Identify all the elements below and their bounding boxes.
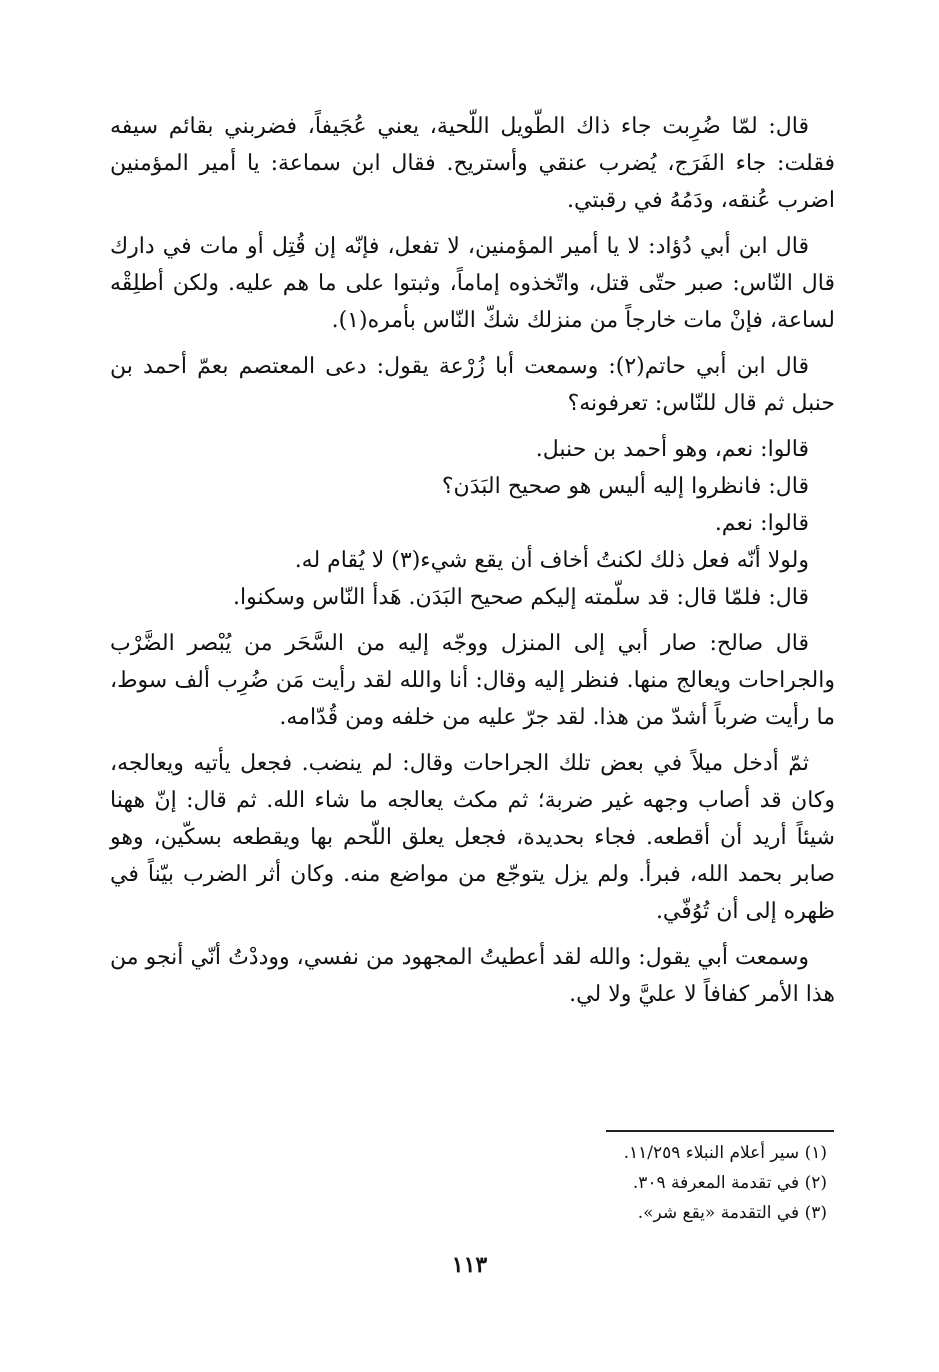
paragraph: قال ابن أبي حاتم(٢): وسمعت أبا زُرْعة يقول: دعى المعتصم بعمّ أحمد بن حنبل ثم قال للنّاس: تعرفونه؟ — [110, 354, 835, 416]
footnotes — [227, 1138, 827, 1228]
paragraph: قال ابن أبي دُؤاد: لا يا أمير المؤمنين، لا تفعل، فإنّه إن قُتِل أو مات في دارك قال النّاس: صبر حتّى قتل، واتّخذوه إماماً، وثبتوا على ما هم عليه. ولكن أطلِقْه لساعة، فإنْ مات خارجاً من منزلك شكّ النّاس بأمره(١). — [110, 234, 835, 333]
paragraph: وسمعت أبي يقول: والله لقد أعطيتُ المجهود من نفسي، ووددْتُ أنّي أنجو من هذا الأمر كفافاً لا عليَّ ولا لي. — [110, 945, 835, 1007]
page-body — [110, 108, 835, 1022]
dialogue-block — [110, 431, 835, 616]
dialogue-line: قال: فانظروا إليه أليس هو صحيح البَدَن؟ — [441, 474, 809, 499]
paragraph: قال: لمّا ضُرِبت جاء ذاك الطّويل اللّحية، يعني عُجَيفاً، فضربني بقائم سيفه فقلت: جاء الفَرَج، يُضرب عنقي وأستريح. فقال ابن سماعة: يا أمير المؤمنين اضرب عُنقه، ودَمُهُ في رقبتي. — [110, 114, 835, 213]
dialogue-line: ولولا أنّه فعل ذلك لكنتُ أخاف أن يقع شيء(٣) لا يُقام له. — [294, 548, 809, 573]
dialogue-line: قالوا: نعم، وهو أحمد بن حنبل. — [535, 437, 809, 462]
dialogue-line: قال: فلمّا قال: قد سلّمته إليكم صحيح البَدَن. هَدأ النّاس وسكنوا. — [232, 585, 809, 610]
paragraph: ثمّ أدخل ميلاً في بعض تلك الجراحات وقال: لم ينضب. فجعل يأتيه ويعالجه، وكان قد أصاب وجهه غير ضربة؛ ثم مكث يعالجه ما شاء الله. ثم قال: إنّ ههنا شيئاً أريد أن أقطعه. فجاء بحديدة، فجعل يعلق اللّحم بها ويقطعه بسكّين، وهو صابر بحمد الله، فبرأ. ولم يزل يتوجّع من مواضع منه. وكان أثر الضرب بيّناً في ظهره إلى أن تُوُفّي. — [110, 751, 835, 924]
footnote-item: (٣) في التقدمة «يقع شر». — [637, 1203, 827, 1223]
footnote-item: (١) سير أعلام النبلاء ١١/٢٥٩. — [623, 1143, 827, 1163]
paragraph: قال صالح: صار أبي إلى المنزل ووجّه إليه من السَّحَر من يُبْصر الضَّرْب والجراحات ويعالج منها. فنظر إليه وقال: أنا والله لقد رأيت مَن ضُرِب ألف سوط، ما رأيت ضرباً أشدّ من هذا. لقد جرّ عليه من خلفه ومن قُدّامه. — [110, 631, 835, 730]
footnote-divider — [606, 1130, 834, 1132]
footnote-item: (٢) في تقدمة المعرفة ٣٠٩. — [632, 1173, 827, 1193]
page-number: ١١٣ — [451, 1252, 488, 1278]
dialogue-line: قالوا: نعم. — [714, 511, 809, 536]
